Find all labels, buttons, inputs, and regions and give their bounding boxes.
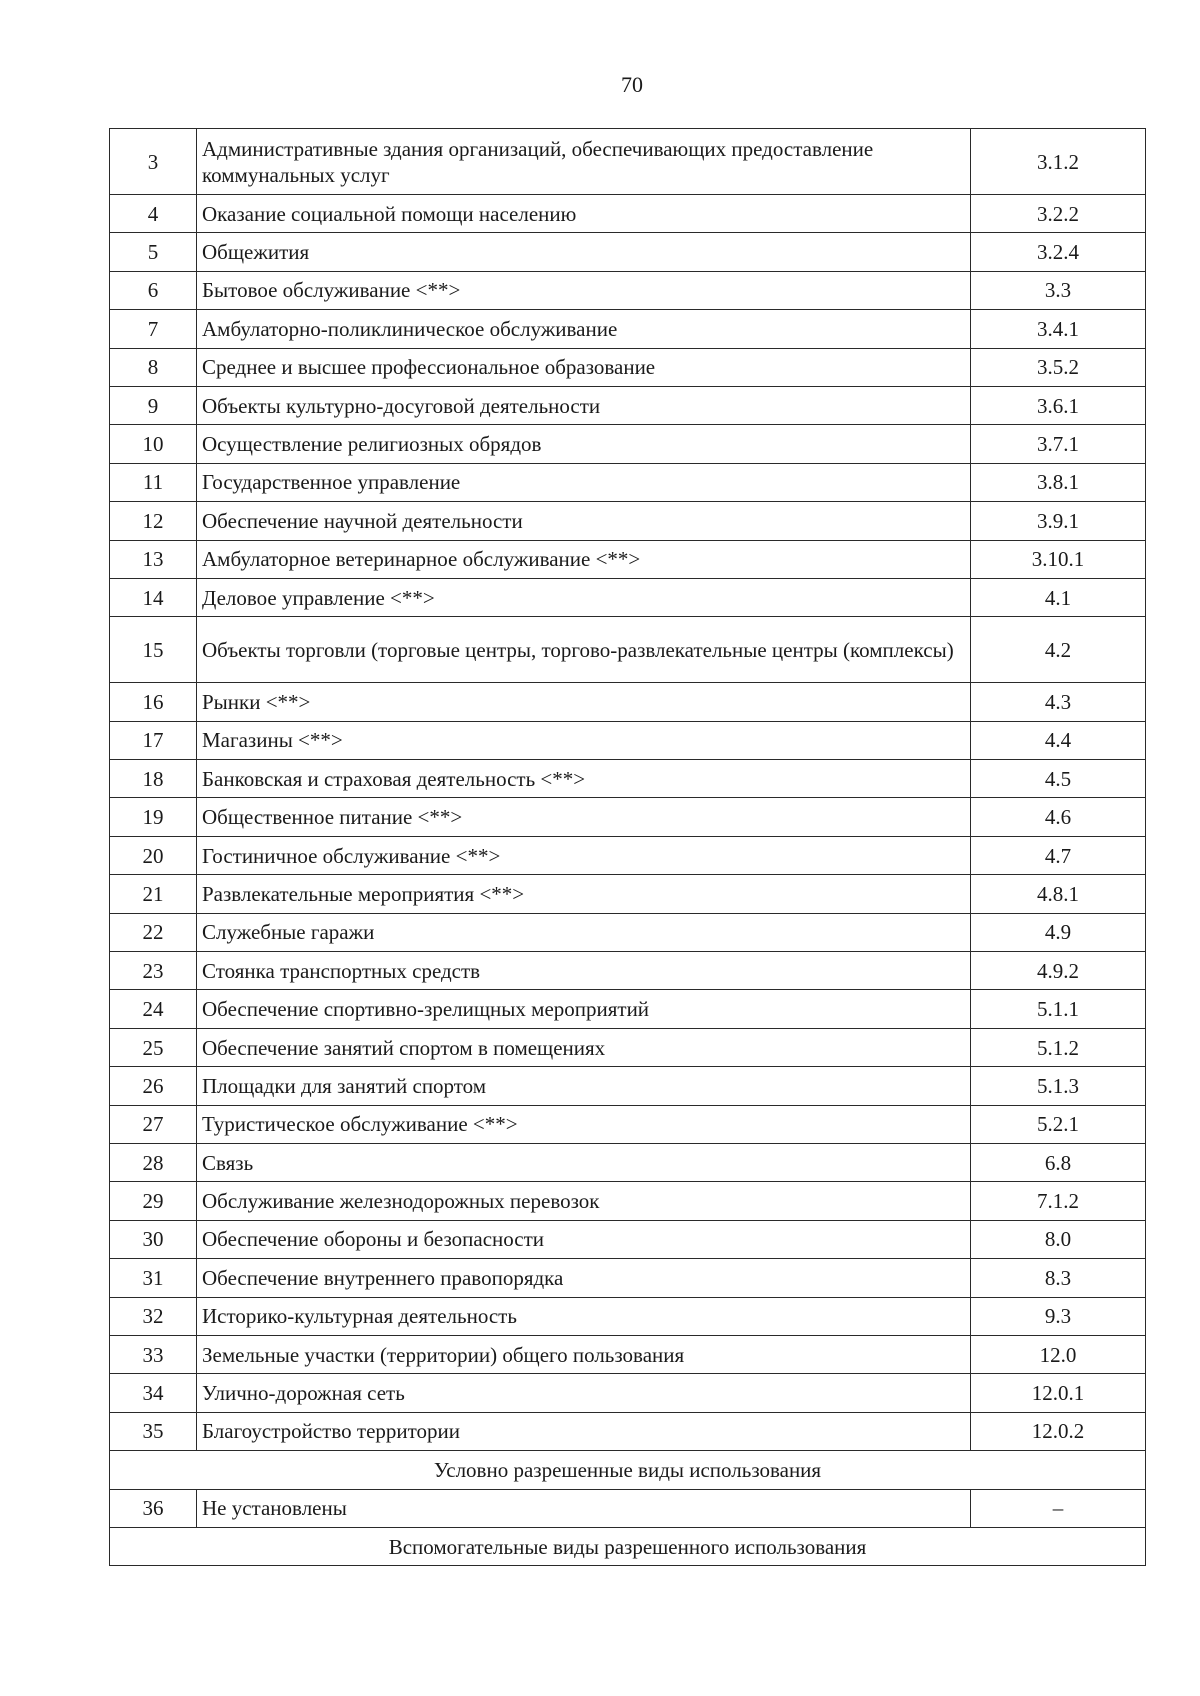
table-row — [110, 617, 1146, 683]
classifier-code: 3.1.2 — [971, 129, 1146, 195]
row-number: 17 — [110, 721, 197, 759]
table-row — [110, 310, 1146, 348]
use-type-name: Оказание социальной помощи населению — [197, 195, 971, 233]
classifier-code: 4.9.2 — [971, 952, 1146, 990]
use-type-name: Амбулаторное ветеринарное обслуживание <**> — [197, 540, 971, 578]
row-number: 29 — [110, 1182, 197, 1220]
use-type-name: Благоустройство территории — [197, 1412, 971, 1450]
table-row — [110, 1067, 1146, 1105]
row-number: 27 — [110, 1105, 197, 1143]
table-row — [110, 578, 1146, 616]
table-row — [110, 425, 1146, 463]
section-auxiliary-title: Вспомогательные виды разрешенного использования — [110, 1527, 1146, 1565]
main-use-rows — [110, 129, 1146, 1451]
table-row — [110, 463, 1146, 501]
use-type-name: Не установлены — [197, 1489, 971, 1527]
classifier-code: 4.3 — [971, 683, 1146, 721]
classifier-code: 9.3 — [971, 1297, 1146, 1335]
use-type-name: Улично-дорожная сеть — [197, 1374, 971, 1412]
table-row — [110, 348, 1146, 386]
use-type-name: Обеспечение спортивно-зрелищных мероприятий — [197, 990, 971, 1028]
row-number: 23 — [110, 952, 197, 990]
use-type-name: Обеспечение внутреннего правопорядка — [197, 1259, 971, 1297]
classifier-code: 8.0 — [971, 1220, 1146, 1258]
use-type-name: Рынки <**> — [197, 683, 971, 721]
use-type-name: Обеспечение занятий спортом в помещениях — [197, 1028, 971, 1066]
table-row — [110, 721, 1146, 759]
conditional-section — [110, 1451, 1146, 1566]
classifier-code: 5.2.1 — [971, 1105, 1146, 1143]
classifier-code: 4.2 — [971, 617, 1146, 683]
use-type-name: Деловое управление <**> — [197, 578, 971, 616]
row-number: 13 — [110, 540, 197, 578]
classifier-code: 8.3 — [971, 1259, 1146, 1297]
row-number: 30 — [110, 1220, 197, 1258]
row-number: 12 — [110, 502, 197, 540]
use-type-name: Земельные участки (территории) общего пользования — [197, 1335, 971, 1373]
classifier-code: 3.7.1 — [971, 425, 1146, 463]
use-type-name: Банковская и страховая деятельность <**> — [197, 760, 971, 798]
use-type-name: Служебные гаражи — [197, 913, 971, 951]
classifier-code: 4.8.1 — [971, 875, 1146, 913]
row-number: 5 — [110, 233, 197, 271]
classifier-code: 4.4 — [971, 721, 1146, 759]
classifier-code: 12.0 — [971, 1335, 1146, 1373]
table-row — [110, 1143, 1146, 1181]
table-row — [110, 798, 1146, 836]
table-row — [110, 129, 1146, 195]
section-header-row — [110, 1527, 1146, 1565]
row-number: 19 — [110, 798, 197, 836]
classifier-code: 3.6.1 — [971, 386, 1146, 424]
row-number: 10 — [110, 425, 197, 463]
classifier-code: 3.3 — [971, 271, 1146, 309]
row-number: 22 — [110, 913, 197, 951]
table-row — [110, 760, 1146, 798]
use-type-name: Осуществление религиозных обрядов — [197, 425, 971, 463]
classifier-code: 3.8.1 — [971, 463, 1146, 501]
use-type-name: Магазины <**> — [197, 721, 971, 759]
use-type-name: Стоянка транспортных средств — [197, 952, 971, 990]
classifier-code: 4.9 — [971, 913, 1146, 951]
table-row — [110, 195, 1146, 233]
table-row — [110, 1182, 1146, 1220]
use-type-name: Гостиничное обслуживание <**> — [197, 836, 971, 874]
row-number: 36 — [110, 1489, 197, 1527]
classifier-code: 12.0.2 — [971, 1412, 1146, 1450]
row-number: 18 — [110, 760, 197, 798]
table-row — [110, 952, 1146, 990]
table-row — [110, 1028, 1146, 1066]
classifier-code: 3.5.2 — [971, 348, 1146, 386]
classifier-code: 3.2.2 — [971, 195, 1146, 233]
use-type-name: Объекты торговли (торговые центры, торгово-развлекательные центры (комплексы) — [197, 617, 971, 683]
table-row — [110, 1259, 1146, 1297]
use-type-name: Государственное управление — [197, 463, 971, 501]
row-number: 11 — [110, 463, 197, 501]
classifier-code: 3.2.4 — [971, 233, 1146, 271]
row-number: 15 — [110, 617, 197, 683]
row-number: 16 — [110, 683, 197, 721]
table-row — [110, 540, 1146, 578]
section-header-row — [110, 1451, 1146, 1489]
classifier-code: 3.9.1 — [971, 502, 1146, 540]
table-row — [110, 1220, 1146, 1258]
classifier-code: 3.4.1 — [971, 310, 1146, 348]
use-type-name: Обеспечение научной деятельности — [197, 502, 971, 540]
use-type-name: Развлекательные мероприятия <**> — [197, 875, 971, 913]
table-row — [110, 233, 1146, 271]
classifier-code: 4.5 — [971, 760, 1146, 798]
row-number: 21 — [110, 875, 197, 913]
row-number: 31 — [110, 1259, 197, 1297]
row-number: 33 — [110, 1335, 197, 1373]
row-number: 24 — [110, 990, 197, 1028]
table-row — [110, 1297, 1146, 1335]
classifier-code: 4.7 — [971, 836, 1146, 874]
permitted-use-table — [109, 128, 1146, 1566]
use-type-name: Обслуживание железнодорожных перевозок — [197, 1182, 971, 1220]
row-number: 32 — [110, 1297, 197, 1335]
row-number: 8 — [110, 348, 197, 386]
row-number: 9 — [110, 386, 197, 424]
classifier-code: 5.1.1 — [971, 990, 1146, 1028]
table-row — [110, 913, 1146, 951]
table-row — [110, 1374, 1146, 1412]
classifier-code: 12.0.1 — [971, 1374, 1146, 1412]
use-type-name: Бытовое обслуживание <**> — [197, 271, 971, 309]
row-number: 25 — [110, 1028, 197, 1066]
table-row — [110, 875, 1146, 913]
classifier-code: 5.1.3 — [971, 1067, 1146, 1105]
use-type-name: Площадки для занятий спортом — [197, 1067, 971, 1105]
table-row — [110, 502, 1146, 540]
use-type-name: Общественное питание <**> — [197, 798, 971, 836]
use-type-name: Туристическое обслуживание <**> — [197, 1105, 971, 1143]
classifier-code: 6.8 — [971, 1143, 1146, 1181]
table-row — [110, 386, 1146, 424]
table-row — [110, 271, 1146, 309]
use-type-name: Амбулаторно-поликлиническое обслуживание — [197, 310, 971, 348]
use-type-name: Объекты культурно-досуговой деятельности — [197, 386, 971, 424]
row-number: 7 — [110, 310, 197, 348]
table-row — [110, 1335, 1146, 1373]
table-row — [110, 683, 1146, 721]
use-type-name: Связь — [197, 1143, 971, 1181]
use-type-name: Историко-культурная деятельность — [197, 1297, 971, 1335]
use-type-name: Общежития — [197, 233, 971, 271]
row-number: 35 — [110, 1412, 197, 1450]
row-number: 20 — [110, 836, 197, 874]
row-number: 4 — [110, 195, 197, 233]
classifier-code: 7.1.2 — [971, 1182, 1146, 1220]
table-row — [110, 836, 1146, 874]
classifier-code: 3.10.1 — [971, 540, 1146, 578]
row-number: 28 — [110, 1143, 197, 1181]
row-number: 6 — [110, 271, 197, 309]
table-row — [110, 1489, 1146, 1527]
section-conditional-title: Условно разрешенные виды использования — [110, 1451, 1146, 1489]
row-number: 34 — [110, 1374, 197, 1412]
table-row — [110, 1412, 1146, 1450]
classifier-code: – — [971, 1489, 1146, 1527]
classifier-code: 5.1.2 — [971, 1028, 1146, 1066]
use-type-name: Административные здания организаций, обеспечивающих предоставление коммунальных услуг — [197, 129, 971, 195]
table-row — [110, 1105, 1146, 1143]
row-number: 26 — [110, 1067, 197, 1105]
use-type-name: Обеспечение обороны и безопасности — [197, 1220, 971, 1258]
classifier-code: 4.6 — [971, 798, 1146, 836]
row-number: 3 — [110, 129, 197, 195]
use-type-name: Среднее и высшее профессиональное образование — [197, 348, 971, 386]
table-row — [110, 990, 1146, 1028]
classifier-code: 4.1 — [971, 578, 1146, 616]
page-number: 70 — [621, 72, 643, 97]
row-number: 14 — [110, 578, 197, 616]
